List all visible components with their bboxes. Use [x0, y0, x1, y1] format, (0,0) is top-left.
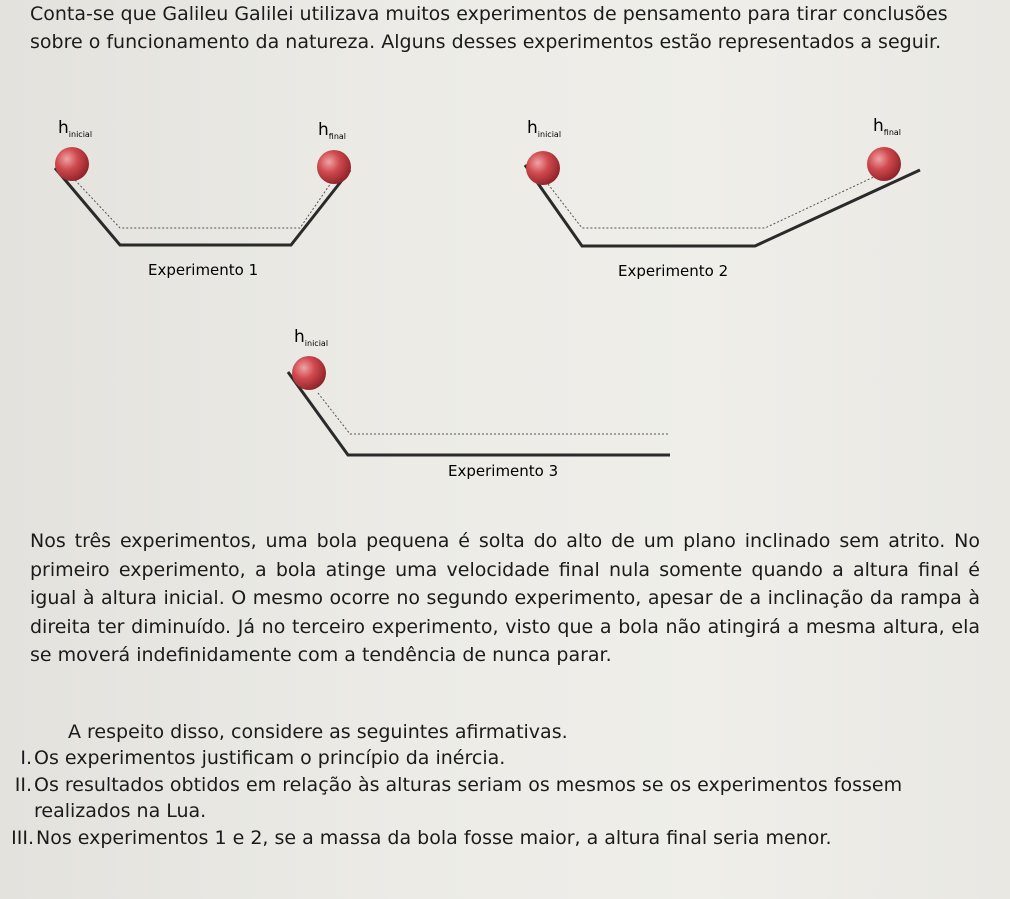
exp2-h-final-label: $h_{final}$: [873, 116, 902, 137]
statement-1: [2, 745, 962, 771]
statements-list: [2, 745, 962, 852]
exp3-caption: Experimento 3: [448, 462, 559, 480]
experiment-1-diagram: [55, 118, 351, 279]
statement-text: Os experimentos justificam o princípio da inércia.: [34, 747, 506, 769]
exp1-path: [75, 180, 333, 228]
exp1-ramp: [55, 168, 350, 245]
statement-number: II.: [14, 774, 32, 796]
exp2-ramp: [525, 165, 920, 246]
statement-3: [2, 825, 962, 851]
exp2-h-initial-label: $h_{inicial}$: [527, 118, 562, 139]
exp1-ball-initial: [55, 147, 89, 181]
question-prompt: A respeito disso, considere as seguintes afirmativas.: [68, 721, 568, 743]
exp3-ramp: [288, 372, 670, 455]
exp1-h-final-label: $h_{final}$: [318, 120, 347, 141]
exp2-path: [548, 175, 878, 228]
exp2-ball-initial: [526, 151, 560, 185]
experiment-2-diagram: [525, 116, 920, 280]
exp3-path: [318, 393, 668, 434]
experiments-paragraph: Nos três experimentos, uma bola pequena é solta do alto de um plano inclinado sem atrito. No primeiro experimento, a bola atinge uma velocidade final nula somente quando a altura final é igual à altura inicial. O mesmo ocorre no segundo experimento, apesar de a inclinação da rampa à direita ter diminuído. Já no terceiro experimento, visto que a bola não atingirá a mesma altura, ela se moverá indefinidamente com a tendência de nunca parar.: [30, 530, 980, 666]
exp1-caption: Experimento 1: [148, 261, 259, 279]
exp1-h-initial-label: $h_{inicial}$: [58, 118, 93, 139]
experiment-3-diagram: [288, 327, 670, 480]
statement-text: Os resultados obtidos em relação às alturas seriam os mesmos se os experimentos fossem realizados na Lua.: [34, 774, 903, 822]
statement-number: I.: [20, 747, 32, 769]
exp2-ball-final: [867, 147, 901, 181]
exp3-ball-initial: [292, 356, 326, 390]
exp2-caption: Experimento 2: [618, 262, 729, 280]
intro-text: Conta-se que Galileu Galilei utilizava muitos experimentos de pensamento para tirar conclusões sobre o funcionamento da natureza. Alguns desses experimentos estão representados a seguir.: [30, 3, 948, 53]
statement-number: III.: [11, 827, 34, 849]
statement-2: [2, 772, 962, 824]
statement-text: Nos experimentos 1 e 2, se a massa da bola fosse maior, a altura final seria menor.: [36, 827, 832, 849]
exp1-ball-final: [317, 150, 351, 184]
exp3-h-initial-label: $h_{inicial}$: [294, 327, 329, 348]
